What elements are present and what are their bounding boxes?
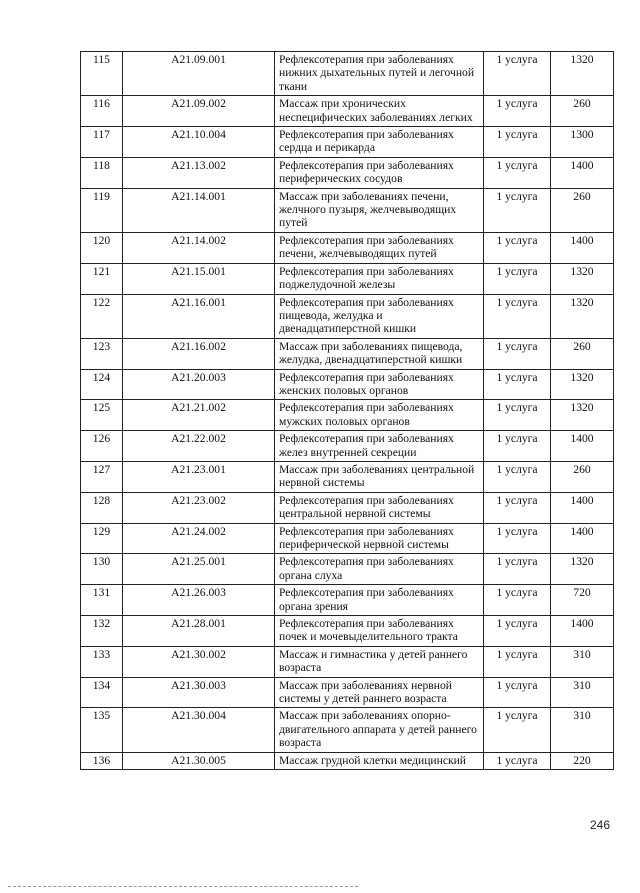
service-unit: 1 услуга xyxy=(484,461,551,492)
service-price: 1320 xyxy=(551,369,614,400)
table-row xyxy=(81,492,614,523)
service-unit: 1 услуга xyxy=(484,400,551,431)
service-price: 310 xyxy=(551,646,614,677)
service-unit: 1 услуга xyxy=(484,646,551,677)
service-name: Массаж при заболеваниях центральной нервной системы xyxy=(275,461,484,492)
row-number: 129 xyxy=(81,523,123,554)
service-name: Рефлексотерапия при заболеваниях периферических сосудов xyxy=(275,157,484,188)
service-name: Рефлексотерапия при заболеваниях органа зрения xyxy=(275,585,484,616)
service-price: 1400 xyxy=(551,523,614,554)
table-row xyxy=(81,127,614,158)
row-number: 128 xyxy=(81,492,123,523)
service-price: 1400 xyxy=(551,157,614,188)
row-number: 124 xyxy=(81,369,123,400)
service-price: 260 xyxy=(551,338,614,369)
service-unit: 1 услуга xyxy=(484,96,551,127)
table-row xyxy=(81,616,614,647)
service-code: A21.20.003 xyxy=(123,369,275,400)
service-name: Массаж при заболеваниях нервной системы у детей раннего возраста xyxy=(275,677,484,708)
service-price: 1320 xyxy=(551,263,614,294)
service-price: 1400 xyxy=(551,616,614,647)
table-row xyxy=(81,461,614,492)
service-name: Рефлексотерапия при заболеваниях мужских половых органов xyxy=(275,400,484,431)
service-unit: 1 услуга xyxy=(484,263,551,294)
service-unit: 1 услуга xyxy=(484,616,551,647)
table-row xyxy=(81,157,614,188)
row-number: 116 xyxy=(81,96,123,127)
service-code: A21.25.001 xyxy=(123,554,275,585)
scan-edge-line xyxy=(8,886,358,887)
service-code: A21.30.005 xyxy=(123,752,275,769)
service-code: A21.14.001 xyxy=(123,188,275,232)
table-row xyxy=(81,369,614,400)
service-price: 310 xyxy=(551,677,614,708)
service-price: 1300 xyxy=(551,127,614,158)
row-number: 130 xyxy=(81,554,123,585)
price-list-table xyxy=(80,51,614,770)
row-number: 127 xyxy=(81,461,123,492)
service-price: 1320 xyxy=(551,52,614,96)
table-row xyxy=(81,52,614,96)
service-unit: 1 услуга xyxy=(484,188,551,232)
service-code: A21.30.002 xyxy=(123,646,275,677)
service-code: A21.13.002 xyxy=(123,157,275,188)
service-unit: 1 услуга xyxy=(484,431,551,462)
service-name: Массаж при хронических неспецифических заболеваниях легких xyxy=(275,96,484,127)
service-code: A21.15.001 xyxy=(123,263,275,294)
service-code: A21.23.002 xyxy=(123,492,275,523)
service-name: Рефлексотерапия при заболеваниях поджелудочной железы xyxy=(275,263,484,294)
row-number: 134 xyxy=(81,677,123,708)
service-price: 1400 xyxy=(551,431,614,462)
service-name: Рефлексотерапия при заболеваниях органа слуха xyxy=(275,554,484,585)
service-unit: 1 услуга xyxy=(484,294,551,338)
row-number: 121 xyxy=(81,263,123,294)
row-number: 135 xyxy=(81,708,123,752)
service-price: 310 xyxy=(551,708,614,752)
row-number: 119 xyxy=(81,188,123,232)
service-unit: 1 услуга xyxy=(484,752,551,769)
row-number: 122 xyxy=(81,294,123,338)
service-name: Рефлексотерапия при заболеваниях женских половых органов xyxy=(275,369,484,400)
service-unit: 1 услуга xyxy=(484,369,551,400)
table-row xyxy=(81,400,614,431)
table-row xyxy=(81,232,614,263)
table-row xyxy=(81,554,614,585)
service-price: 1400 xyxy=(551,492,614,523)
service-price: 260 xyxy=(551,188,614,232)
service-price: 1320 xyxy=(551,400,614,431)
service-price: 220 xyxy=(551,752,614,769)
service-name: Рефлексотерапия при заболеваниях нижних дыхательных путей и легочной ткани xyxy=(275,52,484,96)
row-number: 118 xyxy=(81,157,123,188)
service-code: A21.30.003 xyxy=(123,677,275,708)
service-code: A21.23.001 xyxy=(123,461,275,492)
service-unit: 1 услуга xyxy=(484,554,551,585)
table-row xyxy=(81,677,614,708)
page-number: 246 xyxy=(590,818,611,832)
service-price: 1400 xyxy=(551,232,614,263)
service-code: A21.30.004 xyxy=(123,708,275,752)
service-code: A21.16.002 xyxy=(123,338,275,369)
service-code: A21.09.002 xyxy=(123,96,275,127)
table-row xyxy=(81,585,614,616)
table-row xyxy=(81,96,614,127)
row-number: 132 xyxy=(81,616,123,647)
service-unit: 1 услуга xyxy=(484,157,551,188)
service-unit: 1 услуга xyxy=(484,127,551,158)
table-row xyxy=(81,523,614,554)
service-code: A21.14.002 xyxy=(123,232,275,263)
service-name: Массаж и гимнастика у детей раннего возраста xyxy=(275,646,484,677)
service-unit: 1 услуга xyxy=(484,492,551,523)
table-row xyxy=(81,263,614,294)
service-unit: 1 услуга xyxy=(484,523,551,554)
row-number: 120 xyxy=(81,232,123,263)
service-unit: 1 услуга xyxy=(484,338,551,369)
row-number: 126 xyxy=(81,431,123,462)
service-name: Рефлексотерапия при заболеваниях почек и мочевыделительного тракта xyxy=(275,616,484,647)
service-unit: 1 услуга xyxy=(484,677,551,708)
row-number: 123 xyxy=(81,338,123,369)
service-price: 260 xyxy=(551,96,614,127)
service-price: 260 xyxy=(551,461,614,492)
service-code: A21.24.002 xyxy=(123,523,275,554)
price-list-body xyxy=(81,52,614,770)
service-code: A21.10.004 xyxy=(123,127,275,158)
row-number: 131 xyxy=(81,585,123,616)
table-row xyxy=(81,431,614,462)
service-price: 1320 xyxy=(551,554,614,585)
service-unit: 1 услуга xyxy=(484,232,551,263)
service-name: Массаж грудной клетки медицинский xyxy=(275,752,484,769)
service-name: Рефлексотерапия при заболеваниях центральной нервной системы xyxy=(275,492,484,523)
table-row xyxy=(81,708,614,752)
service-code: A21.09.001 xyxy=(123,52,275,96)
service-name: Рефлексотерапия при заболеваниях желез внутренней секреции xyxy=(275,431,484,462)
table-row xyxy=(81,752,614,769)
table-row xyxy=(81,188,614,232)
service-price: 1320 xyxy=(551,294,614,338)
service-name: Массаж при заболеваниях пищевода, желудка, двенадцатиперстной кишки xyxy=(275,338,484,369)
service-name: Рефлексотерапия при заболеваниях периферической нервной системы xyxy=(275,523,484,554)
service-name: Массаж при заболеваниях опорно-двигательного аппарата у детей раннего возраста xyxy=(275,708,484,752)
row-number: 136 xyxy=(81,752,123,769)
row-number: 133 xyxy=(81,646,123,677)
table-row xyxy=(81,338,614,369)
service-code: A21.22.002 xyxy=(123,431,275,462)
row-number: 115 xyxy=(81,52,123,96)
service-code: A21.26.003 xyxy=(123,585,275,616)
table-row xyxy=(81,646,614,677)
service-name: Рефлексотерапия при заболеваниях пищевода, желудка и двенадцатиперстной кишки xyxy=(275,294,484,338)
service-name: Массаж при заболеваниях печени, желчного пузыря, желчевыводящих путей xyxy=(275,188,484,232)
service-code: A21.28.001 xyxy=(123,616,275,647)
service-unit: 1 услуга xyxy=(484,585,551,616)
service-unit: 1 услуга xyxy=(484,708,551,752)
row-number: 117 xyxy=(81,127,123,158)
table-row xyxy=(81,294,614,338)
row-number: 125 xyxy=(81,400,123,431)
service-name: Рефлексотерапия при заболеваниях сердца и перикарда xyxy=(275,127,484,158)
service-unit: 1 услуга xyxy=(484,52,551,96)
service-name: Рефлексотерапия при заболеваниях печени, желчевыводящих путей xyxy=(275,232,484,263)
service-code: A21.21.002 xyxy=(123,400,275,431)
service-price: 720 xyxy=(551,585,614,616)
service-code: A21.16.001 xyxy=(123,294,275,338)
